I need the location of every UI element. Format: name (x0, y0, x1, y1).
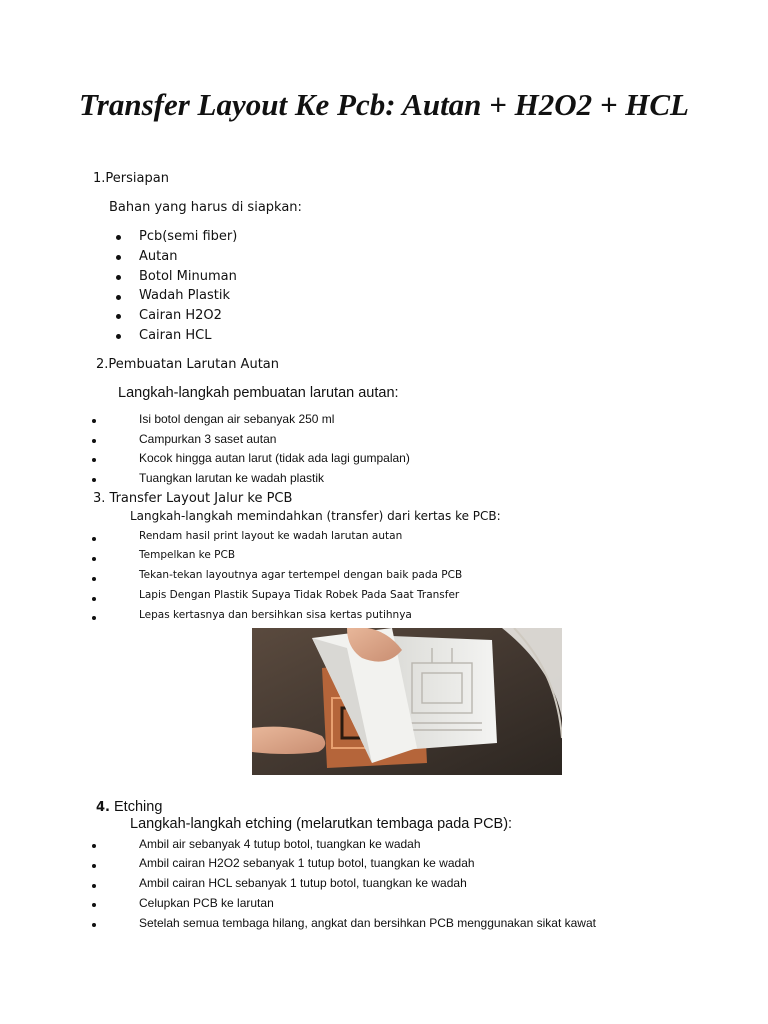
list-item: Ambil air sebanyak 4 tutup botol, tuangkan ke wadah (139, 837, 421, 851)
section4-subheading: Langkah-langkah etching (melarutkan tembaga pada PCB): (130, 816, 513, 832)
list-item: Pcb(semi fiber) (139, 229, 238, 244)
section1-heading: 1.Persiapan (93, 171, 169, 186)
page-title: Transfer Layout Ke Pcb: Autan + H2O2 + HCL (79, 87, 689, 122)
list-item: Tempelkan ke PCB (139, 549, 236, 561)
bullet-icon (92, 478, 96, 482)
section3-subheading: Langkah-langkah memindahkan (transfer) dari kertas ke PCB: (130, 509, 501, 523)
list-item: Ambil cairan HCL sebanyak 1 tutup botol, tuangkan ke wadah (139, 876, 467, 890)
list-item: Ambil cairan H2O2 sebanyak 1 tutup botol, tuangkan ke wadah (139, 856, 475, 870)
list-item: Lapis Dengan Plastik Supaya Tidak Robek Pada Saat Transfer (139, 589, 460, 601)
bullet-icon (92, 844, 96, 848)
bullet-icon (116, 295, 121, 300)
section4-title: Etching (114, 799, 163, 815)
bullet-icon (92, 458, 96, 462)
bullet-icon (92, 903, 96, 907)
list-item: Cairan H2O2 (139, 308, 222, 323)
bullet-icon (116, 235, 121, 240)
section4-number: 4. (96, 800, 110, 815)
bullet-icon (92, 577, 96, 581)
list-item: Celupkan PCB ke larutan (139, 896, 274, 910)
list-item: Wadah Plastik (139, 288, 231, 303)
bullet-icon (116, 314, 121, 319)
list-item: Cairan HCL (139, 328, 212, 343)
list-item: Setelah semua tembaga hilang, angkat dan bersihkan PCB menggunakan sikat kawat (139, 916, 596, 930)
list-item: Kocok hingga autan larut (tidak ada lagi gumpalan) (139, 451, 410, 465)
section4-heading (96, 799, 162, 815)
bullet-icon (92, 419, 96, 423)
bullet-icon (92, 616, 96, 620)
list-item: Isi botol dengan air sebanyak 250 ml (139, 412, 335, 426)
list-item: Campurkan 3 saset autan (139, 432, 277, 446)
bullet-icon (92, 439, 96, 443)
bullet-icon (92, 597, 96, 601)
bullet-icon (116, 275, 121, 280)
bullet-icon (116, 334, 121, 339)
list-item: Botol Minuman (139, 269, 237, 284)
list-item: Tekan-tekan layoutnya agar tertempel dengan baik pada PCB (139, 569, 463, 581)
list-item: Lepas kertasnya dan bersihkan sisa kertas putihnya (139, 609, 412, 621)
section1-subheading: Bahan yang harus di siapkan: (109, 200, 302, 215)
list-item: Tuangkan larutan ke wadah plastik (139, 471, 325, 485)
bullet-icon (92, 884, 96, 888)
section2-heading: 2.Pembuatan Larutan Autan (96, 357, 279, 372)
pcb-transfer-photo (252, 628, 562, 775)
bullet-icon (92, 557, 96, 561)
list-item: Autan (139, 249, 178, 264)
bullet-icon (116, 255, 121, 260)
list-item: Rendam hasil print layout ke wadah larutan autan (139, 530, 403, 542)
bullet-icon (92, 864, 96, 868)
bullet-icon (92, 537, 96, 541)
section2-subheading: Langkah-langkah pembuatan larutan autan: (118, 385, 399, 401)
bullet-icon (92, 923, 96, 927)
section3-heading: 3. Transfer Layout Jalur ke PCB (93, 491, 293, 506)
